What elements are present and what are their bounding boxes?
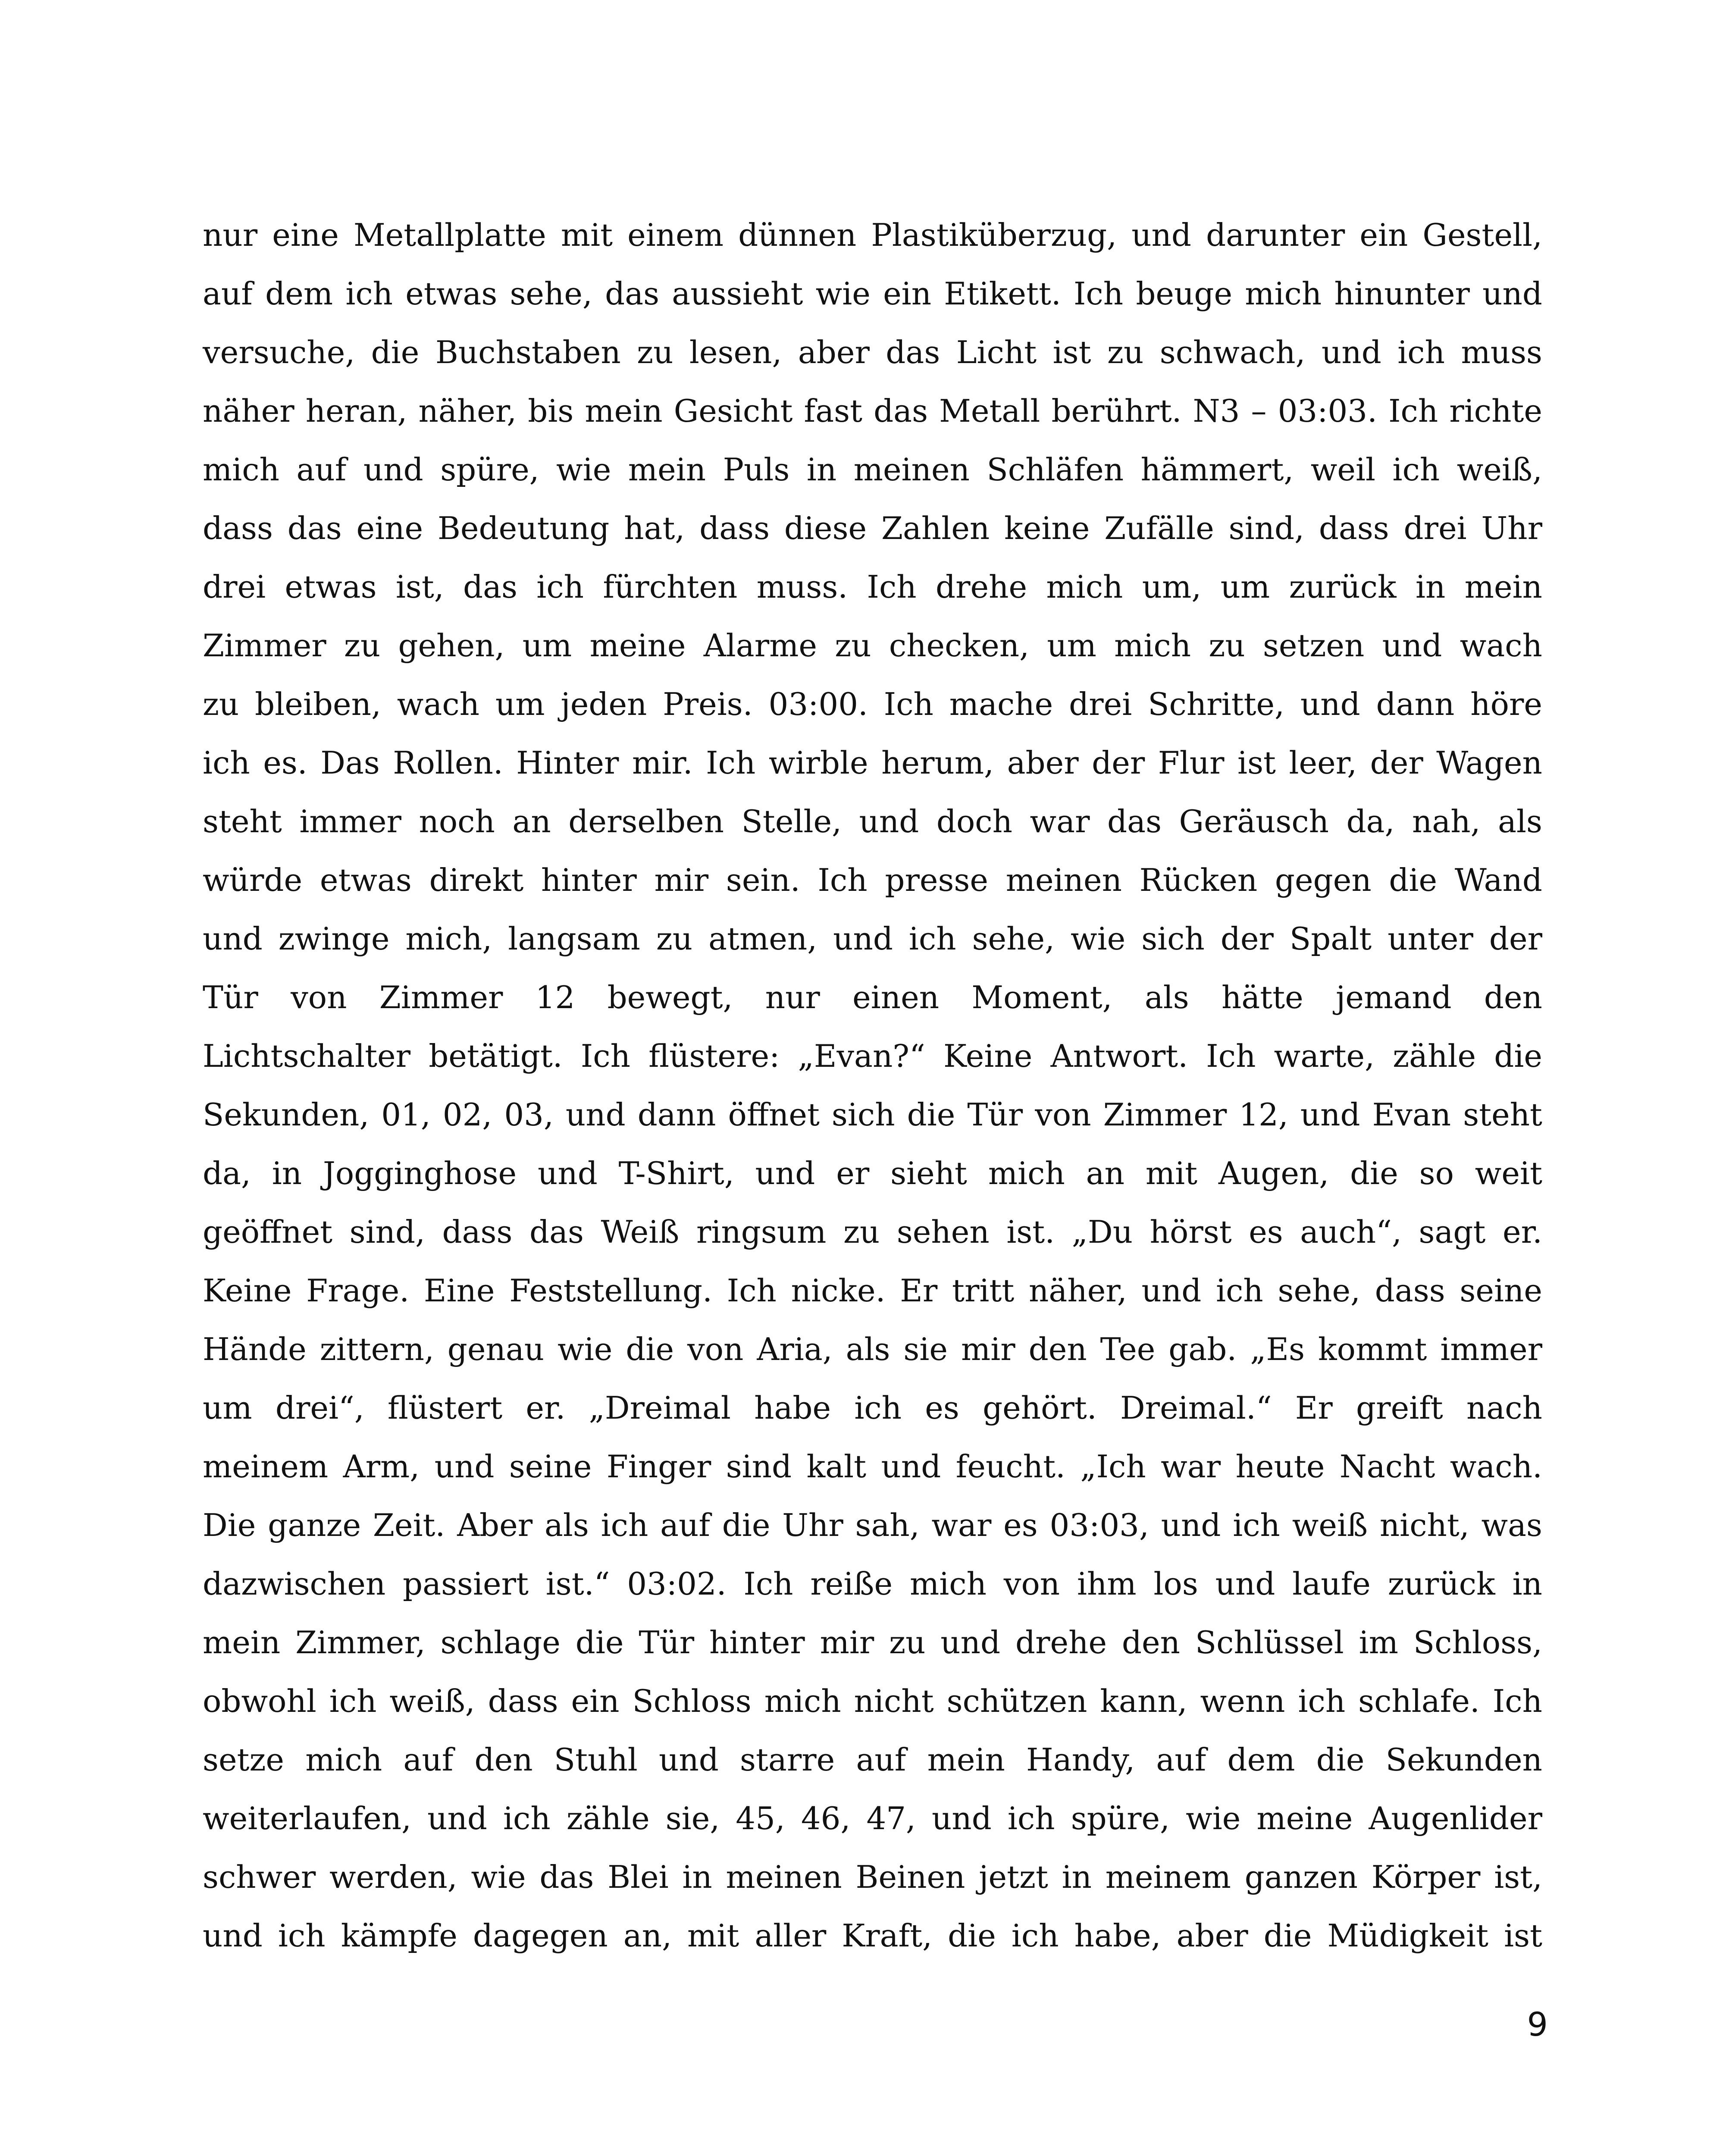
text-line: steht immer noch an derselben Stelle, und doch war das Geräusch da, nah, als — [203, 803, 1542, 840]
text-line: versuche, die Buchstaben zu lesen, aber das Licht ist zu schwach, und ich muss — [203, 334, 1542, 370]
page-number: 9 — [1527, 2005, 1548, 2043]
text-line: Hände zittern, genau wie die von Aria, als sie mir den Tee gab. „Es kommt immer — [203, 1331, 1542, 1367]
text-line: nur eine Metallplatte mit einem dünnen Plastiküberzug, und darunter ein Gestell, — [203, 217, 1542, 253]
text-line: schwer werden, wie das Blei in meinen Beinen jetzt in meinem ganzen Körper ist, — [203, 1859, 1542, 1895]
text-line: ich es. Das Rollen. Hinter mir. Ich wirble herum, aber der Flur ist leer, der Wagen — [203, 745, 1542, 781]
text-line: würde etwas direkt hinter mir sein. Ich presse meinen Rücken gegen die Wand — [203, 862, 1542, 898]
text-line: Tür von Zimmer 12 bewegt, nur einen Moment, als hätte jemand den — [203, 979, 1542, 1015]
text-line: mich auf und spüre, wie mein Puls in meinen Schläfen hämmert, weil ich weiß, — [203, 451, 1542, 488]
text-line: Lichtschalter betätigt. Ich flüstere: „Evan?“ Keine Antwort. Ich warte, zähle die — [203, 1038, 1542, 1074]
text-line: dass das eine Bedeutung hat, dass diese Zahlen keine Zufälle sind, dass drei Uhr — [203, 510, 1542, 546]
text-line: Zimmer zu gehen, um meine Alarme zu checken, um mich zu setzen und wach — [203, 627, 1542, 664]
text-line: dazwischen passiert ist.“ 03:02. Ich reiße mich von ihm los und laufe zurück in — [203, 1566, 1542, 1602]
text-line: mein Zimmer, schlage die Tür hinter mir zu und drehe den Schlüssel im Schloss, — [203, 1624, 1542, 1661]
text-line: Keine Frage. Eine Feststellung. Ich nicke. Er tritt näher, und ich sehe, dass seine — [203, 1272, 1542, 1309]
text-line: um drei“, flüstert er. „Dreimal habe ich es gehört. Dreimal.“ Er greift nach — [203, 1390, 1542, 1426]
text-line: drei etwas ist, das ich fürchten muss. Ich drehe mich um, um zurück in mein — [203, 569, 1542, 605]
text-line: setze mich auf den Stuhl und starre auf mein Handy, auf dem die Sekunden — [203, 1742, 1542, 1778]
text-line: auf dem ich etwas sehe, das aussieht wie ein Etikett. Ich beuge mich hinunter und — [203, 276, 1542, 312]
text-line: da, in Jogginghose und T-Shirt, und er sieht mich an mit Augen, die so weit — [203, 1155, 1542, 1191]
text-line: weiterlaufen, und ich zähle sie, 45, 46, 47, und ich spüre, wie meine Augenlider — [203, 1800, 1542, 1836]
text-line: und ich kämpfe dagegen an, mit aller Kraft, die ich habe, aber die Müdigkeit ist — [203, 1918, 1542, 1954]
text-line: näher heran, näher, bis mein Gesicht fast das Metall berührt. N3 – 03:03. Ich richte — [203, 393, 1542, 429]
text-line: meinem Arm, und seine Finger sind kalt und feucht. „Ich war heute Nacht wach. — [203, 1448, 1542, 1485]
text-line: obwohl ich weiß, dass ein Schloss mich nicht schützen kann, wenn ich schlafe. Ich — [203, 1683, 1542, 1719]
text-line: geöffnet sind, dass das Weiß ringsum zu sehen ist. „Du hörst es auch“, sagt er. — [203, 1214, 1542, 1250]
text-line: und zwinge mich, langsam zu atmen, und ich sehe, wie sich der Spalt unter der — [203, 921, 1542, 957]
text-line: Sekunden, 01, 02, 03, und dann öffnet sich die Tür von Zimmer 12, und Evan steht — [203, 1097, 1542, 1133]
text-line: Die ganze Zeit. Aber als ich auf die Uhr sah, war es 03:03, und ich weiß nicht, was — [203, 1507, 1542, 1543]
text-line: zu bleiben, wach um jeden Preis. 03:00. Ich mache drei Schritte, und dann höre — [203, 686, 1542, 722]
